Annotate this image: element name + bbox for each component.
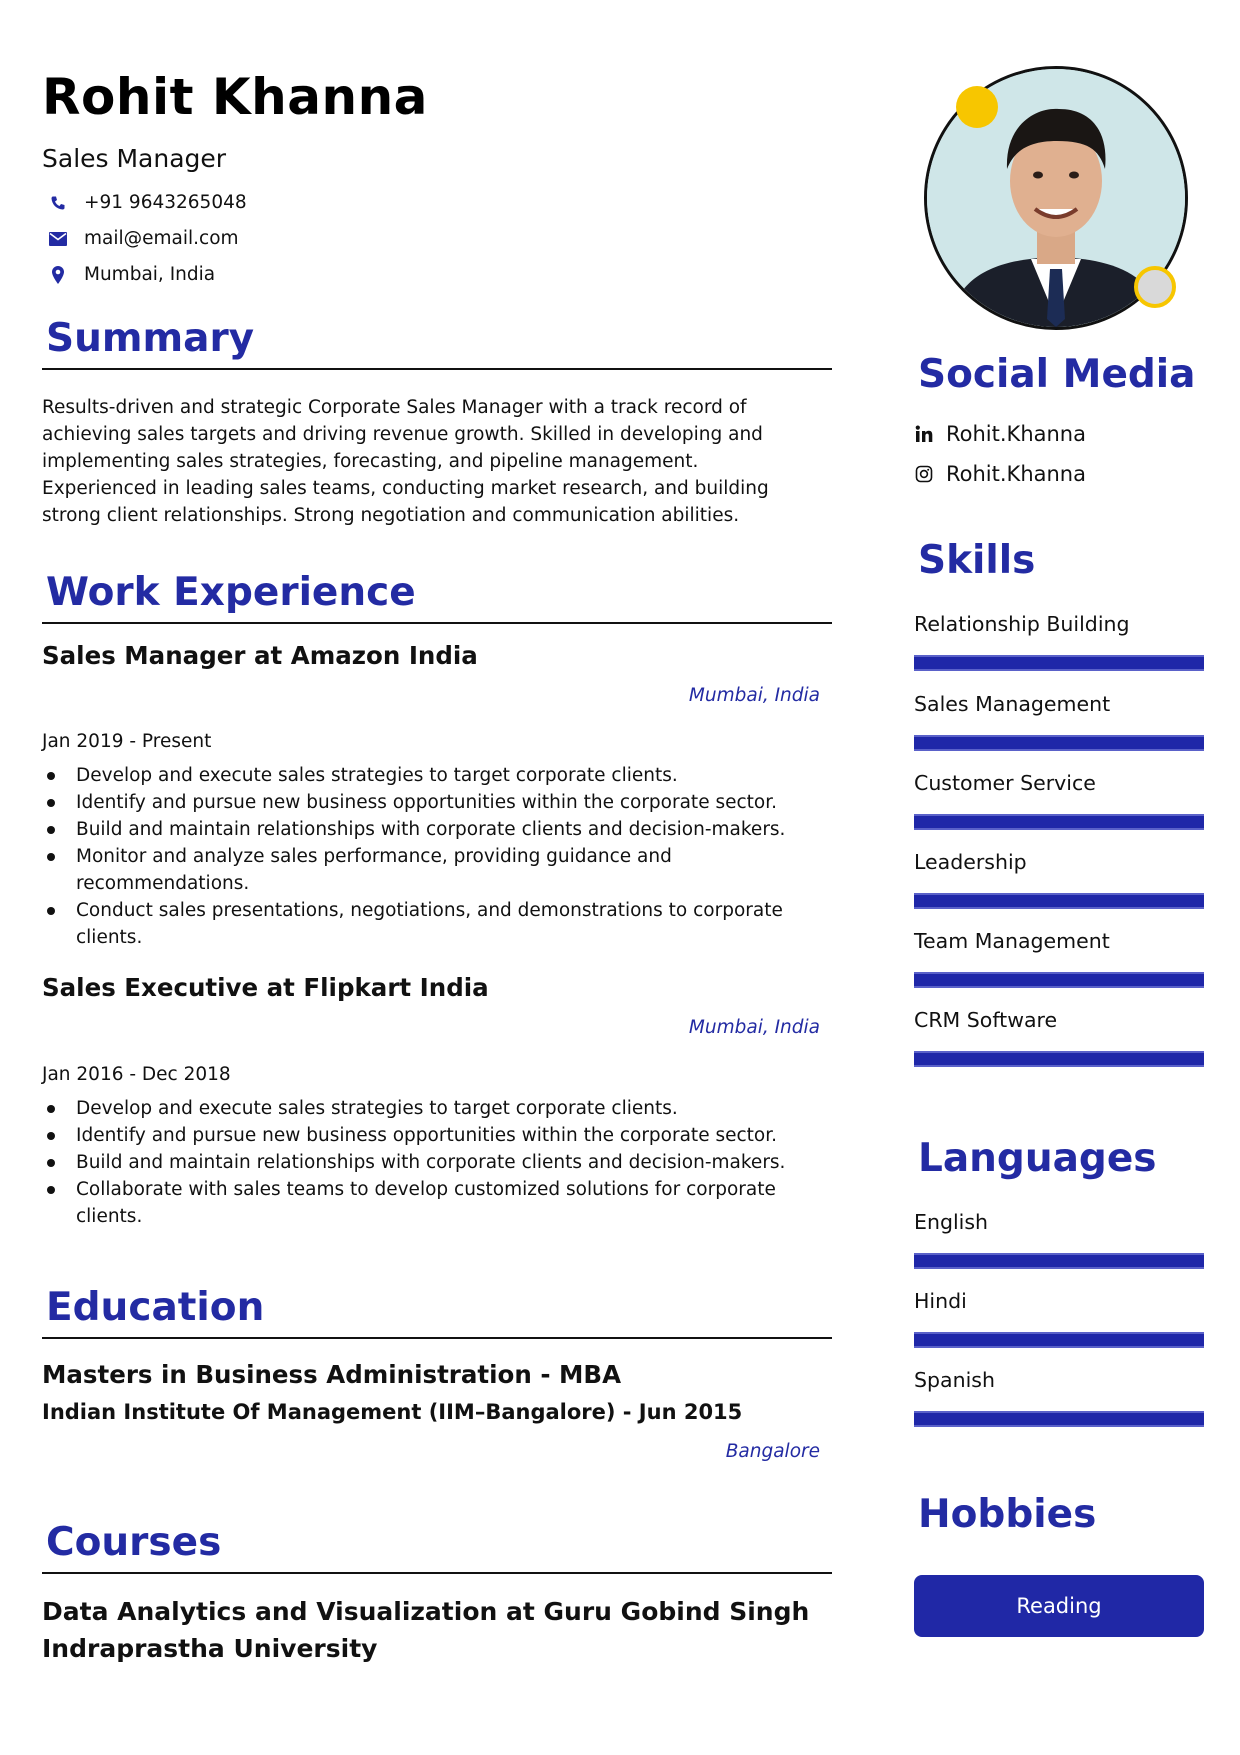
job-location: Mumbai, India <box>688 1017 820 1038</box>
language-bar <box>914 1253 1204 1269</box>
language-bar <box>914 1411 1204 1427</box>
contact-location-text: Mumbai, India <box>84 264 216 285</box>
skill-bar <box>914 735 1204 751</box>
language-bar-fill <box>914 1255 1204 1267</box>
contact-location <box>42 264 215 285</box>
skill-bar <box>914 1051 1204 1067</box>
linkedin-icon <box>914 424 934 444</box>
education-divider <box>42 1337 832 1339</box>
language-bar-fill <box>914 1334 1204 1346</box>
job-title: Sales Manager at Amazon India <box>42 641 478 670</box>
language-bar <box>914 1332 1204 1348</box>
location-pin-icon <box>48 265 68 285</box>
job-bullets <box>42 1095 812 1230</box>
hobby-tag-reading: Reading <box>914 1575 1204 1637</box>
skill-bar-fill <box>914 974 1204 986</box>
skill-bar <box>914 814 1204 830</box>
skill-label: Relationship Building <box>914 612 1130 636</box>
hobbies-heading: Hobbies <box>918 1492 1097 1537</box>
list-item: Develop and execute sales strategies to target corporate clients. <box>42 762 812 789</box>
skill-label: Sales Management <box>914 692 1111 716</box>
language-bar-fill <box>914 1413 1204 1425</box>
list-item: Develop and execute sales strategies to target corporate clients. <box>42 1095 812 1122</box>
courses-divider <box>42 1572 832 1574</box>
list-item: Build and maintain relationships with corporate clients and decision-makers. <box>42 816 812 843</box>
contact-email-text: mail@email.com <box>84 228 239 249</box>
education-location: Bangalore <box>725 1441 820 1462</box>
skill-label: Team Management <box>914 929 1110 953</box>
list-item: Conduct sales presentations, negotiations, and demonstrations to corporate clients. <box>42 897 812 951</box>
courses-heading: Courses <box>46 1520 222 1565</box>
list-item: Collaborate with sales teams to develop customized solutions for corporate clients. <box>42 1176 812 1230</box>
job-dates: Jan 2019 - Present <box>42 731 212 752</box>
list-item: Monitor and analyze sales performance, providing guidance and recommendations. <box>42 843 812 897</box>
decorative-grey-dot <box>1134 266 1176 308</box>
skill-bar-fill <box>914 816 1204 828</box>
job-title: Sales Executive at Flipkart India <box>42 973 489 1002</box>
skill-bar-fill <box>914 657 1204 669</box>
language-label: Hindi <box>914 1289 967 1313</box>
language-label: English <box>914 1210 989 1234</box>
work-experience-heading: Work Experience <box>46 570 416 615</box>
mail-icon <box>48 229 68 249</box>
skill-bar <box>914 972 1204 988</box>
summary-heading: Summary <box>46 316 255 361</box>
candidate-name: Rohit Khanna <box>42 68 428 126</box>
course-entry: Data Analytics and Visualization at Guru Gobind Singh Indraprastha University <box>42 1597 810 1663</box>
candidate-role: Sales Manager <box>42 144 227 173</box>
education-degree: Masters in Business Administration - MBA <box>42 1360 622 1389</box>
summary-text: Results-driven and strategic Corporate Sales Manager with a track record of achieving sales targets and driving revenue growth. Skilled in developing and implementing sales strategies, forecasting, and pipeline management. Experienced in leading sales teams, conducting market research, and building strong client relationships. Strong negotiation and communication abilities. <box>42 397 769 526</box>
skill-bar-fill <box>914 737 1204 749</box>
social-linkedin-text: Rohit.Khanna <box>946 422 1086 446</box>
contact-phone <box>42 192 247 213</box>
social-media-heading: Social Media <box>918 352 1196 397</box>
skill-label: Leadership <box>914 850 1027 874</box>
job-dates: Jan 2016 - Dec 2018 <box>42 1064 231 1085</box>
social-instagram[interactable] <box>914 462 1086 486</box>
decorative-yellow-dot <box>956 86 998 128</box>
job-location: Mumbai, India <box>688 685 820 706</box>
skill-bar-fill <box>914 1053 1204 1065</box>
summary-divider <box>42 368 832 370</box>
list-item: Build and maintain relationships with corporate clients and decision-makers. <box>42 1149 812 1176</box>
work-experience-divider <box>42 622 832 624</box>
social-linkedin[interactable] <box>914 422 1086 446</box>
education-school: Indian Institute Of Management (IIM–Bangalore) - Jun 2015 <box>42 1400 743 1424</box>
skill-label: Customer Service <box>914 771 1096 795</box>
contact-phone-text: +91 9643265048 <box>84 192 247 213</box>
skill-bar <box>914 655 1204 671</box>
profile-photo <box>924 66 1188 330</box>
social-instagram-text: Rohit.Khanna <box>946 462 1086 486</box>
languages-heading: Languages <box>918 1136 1157 1181</box>
skill-bar <box>914 893 1204 909</box>
education-heading: Education <box>46 1285 265 1330</box>
skill-label: CRM Software <box>914 1008 1058 1032</box>
list-item: Identify and pursue new business opportunities within the corporate sector. <box>42 1122 812 1149</box>
skills-heading: Skills <box>918 538 1036 583</box>
contact-email <box>42 228 239 249</box>
instagram-icon <box>914 464 934 484</box>
phone-icon <box>48 193 68 213</box>
list-item: Identify and pursue new business opportunities within the corporate sector. <box>42 789 812 816</box>
language-label: Spanish <box>914 1368 995 1392</box>
skill-bar-fill <box>914 895 1204 907</box>
job-bullets <box>42 762 812 951</box>
